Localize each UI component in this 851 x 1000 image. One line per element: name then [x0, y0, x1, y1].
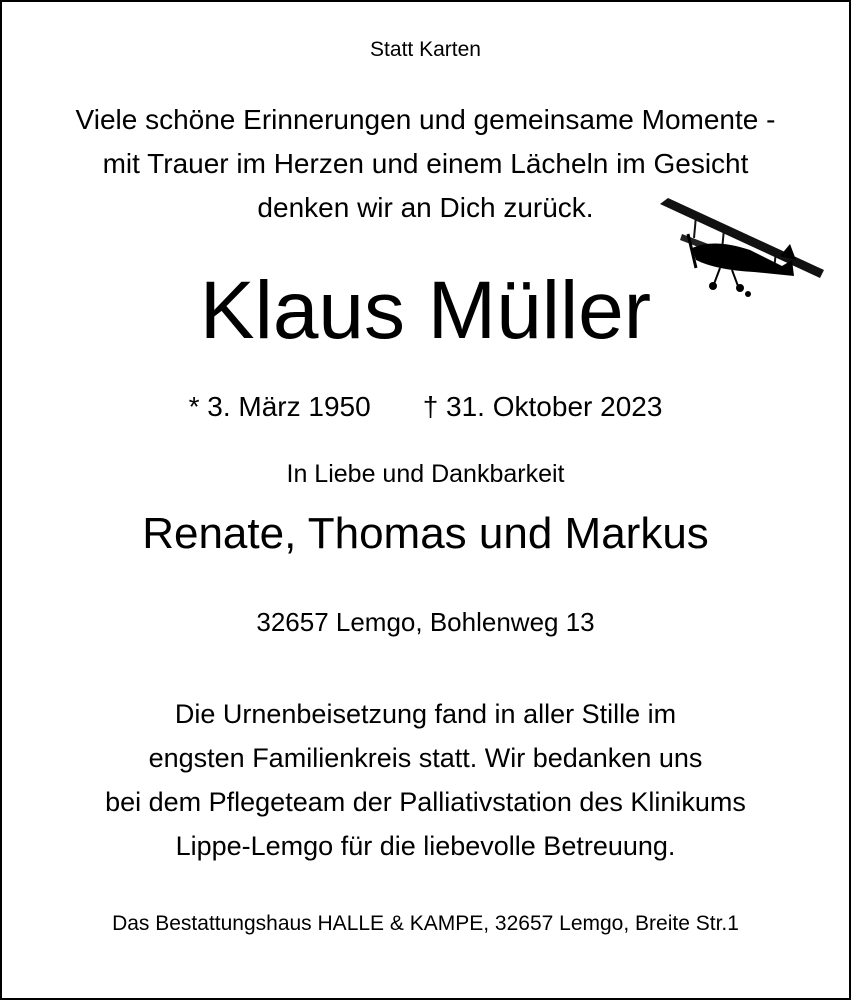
burial-line: bei dem Pflegeteam der Palliativstation des Klinikums	[105, 787, 746, 817]
burial-line: Lippe-Lemgo für die liebevolle Betreuung.	[175, 831, 676, 861]
funeral-home: Das Bestattungshaus HALLE & KAMPE, 32657 Lemgo, Breite Str.1	[112, 912, 739, 935]
intro-line: mit Trauer im Herzen und einem Lächeln im Gesicht	[102, 148, 749, 179]
burial-line: Die Urnenbeisetzung fand in aller Stille im	[174, 699, 677, 729]
life-dates	[2, 393, 849, 421]
family-address: 32657 Lemgo, Bohlenweg 13	[256, 607, 595, 637]
intro-line: Viele schöne Erinnerungen und gemeinsame Momente -	[75, 104, 776, 135]
death-date: † 31. Oktober 2023	[422, 391, 663, 422]
family-names: Renate, Thomas und Markus	[142, 509, 709, 558]
burial-text	[2, 692, 849, 868]
deceased-name: Klaus Müller	[199, 265, 652, 356]
dedication-line: In Liebe und Dankbarkeit	[286, 460, 565, 488]
birth-date: * 3. März 1950	[188, 391, 371, 422]
burial-line: engsten Familienkreis statt. Wir bedanken uns	[148, 743, 703, 773]
header-text: Statt Karten	[370, 38, 481, 61]
intro-line: denken wir an Dich zurück.	[257, 192, 594, 223]
